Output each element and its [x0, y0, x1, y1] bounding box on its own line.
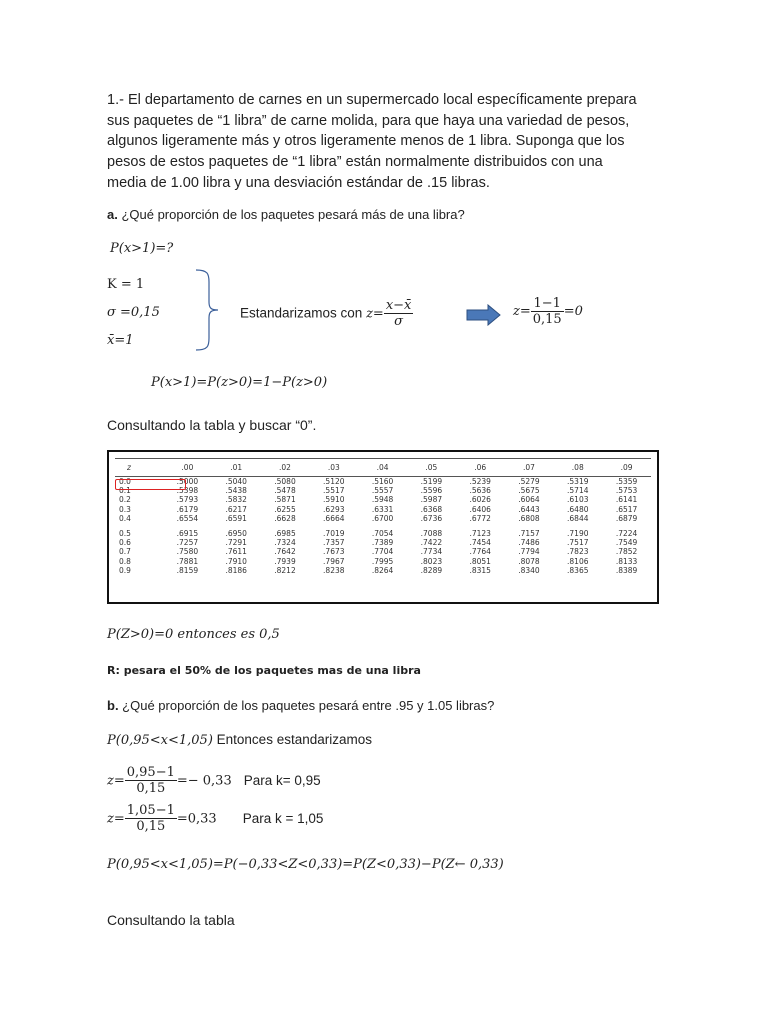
- column-header: .07: [505, 459, 554, 477]
- probability-cell: .5871: [274, 495, 296, 505]
- probability-cell: .5987: [420, 495, 443, 505]
- z-column-header: z: [115, 459, 163, 477]
- probability-cell: .7357: [323, 538, 345, 548]
- z2-rhs: =0,33: [176, 811, 217, 827]
- column-header: .06: [456, 459, 505, 477]
- probability-cell: .8238: [323, 565, 345, 575]
- probability-cell: .7549: [615, 538, 638, 548]
- table-row: [115, 477, 651, 487]
- probability-cell: .7019: [323, 529, 345, 539]
- probability-cell: .5398: [176, 486, 199, 496]
- probability-cell: .7734: [420, 547, 443, 557]
- table-row: [115, 566, 651, 575]
- probability-cell: .7324: [274, 538, 296, 548]
- probability-cell: .5160: [371, 477, 394, 487]
- table-row: [115, 495, 651, 504]
- probability-cell: .7881: [176, 556, 199, 566]
- z-formula-fraction: [384, 298, 414, 329]
- table-row: [115, 514, 651, 523]
- part-a-prob-equation: P(x>1)=P(z>0)=1−P(z>0): [151, 375, 328, 390]
- probability-cell: .6664: [323, 513, 345, 523]
- probability-cell: .6772: [469, 513, 491, 523]
- z-table-body: [115, 477, 651, 575]
- probability-cell: .5517: [323, 486, 345, 496]
- column-header: .09: [602, 459, 651, 477]
- probability-cell: .7389: [371, 538, 394, 548]
- probability-cell: .5636: [469, 486, 491, 496]
- probability-cell: .6591: [225, 513, 247, 523]
- probability-cell: .7910: [225, 556, 247, 566]
- probability-cell: .6950: [225, 529, 247, 539]
- problem-statement: [107, 90, 667, 194]
- z-formula-denominator: σ: [394, 314, 404, 329]
- column-header: .02: [261, 459, 310, 477]
- probability-cell: .7704: [371, 547, 394, 557]
- highlight-box: [115, 479, 186, 490]
- probability-cell: .7257: [176, 538, 199, 548]
- probability-cell: .8340: [518, 565, 540, 575]
- column-header: .03: [309, 459, 358, 477]
- probability-cell: .6879: [615, 513, 638, 523]
- z-value-cell: 0.6: [119, 538, 131, 548]
- probability-cell: .5557: [371, 486, 394, 496]
- part-a-probability-formula: P(x>1)=?: [110, 241, 174, 256]
- column-header: .05: [407, 459, 456, 477]
- problem-line: algunos ligeramente más y otros ligeramente menos de 1 libra. Suponga que los: [107, 133, 625, 150]
- table-row: [115, 529, 651, 538]
- probability-cell: .8051: [469, 556, 491, 566]
- probability-cell: .6443: [518, 504, 540, 514]
- z-value-cell: 0.2: [119, 495, 131, 505]
- z-formula-lhs: z=: [366, 306, 384, 322]
- table-row: [115, 505, 651, 514]
- probability-cell: .6331: [371, 504, 394, 514]
- probability-cell: .7422: [420, 538, 443, 548]
- table-row: [115, 538, 651, 547]
- probability-cell: .8315: [469, 565, 491, 575]
- probability-cell: .6554: [176, 513, 199, 523]
- consult-table-text: Consultando la tabla y buscar “0”.: [107, 417, 317, 433]
- probability-cell: .7642: [274, 547, 296, 557]
- column-header: .00: [163, 459, 212, 477]
- problem-line: pesos de estos paquetes de “1 libra” están normalmente distribuidos con una: [107, 154, 603, 171]
- probability-cell: .5832: [225, 495, 247, 505]
- probability-cell: .5359: [615, 477, 638, 487]
- probability-cell: .6179: [176, 504, 199, 514]
- probability-cell: .6255: [274, 504, 296, 514]
- probability-cell: .7190: [567, 529, 589, 539]
- column-header: .04: [358, 459, 407, 477]
- mean-value: x̄=1: [107, 333, 134, 348]
- part-b-standardize-text: Entonces estandarizamos: [212, 732, 372, 747]
- probability-cell: .7939: [274, 556, 296, 566]
- arrow-right-icon: [466, 304, 502, 326]
- probability-cell: .6368: [420, 504, 443, 514]
- part-a-result-formula: P(Z>0)=0 entonces es 0,5: [107, 627, 280, 642]
- probability-cell: .6700: [371, 513, 394, 523]
- table-row: [115, 557, 651, 566]
- z-calc-denominator: 0,15: [532, 312, 562, 327]
- z-calc-fraction: [531, 296, 564, 327]
- probability-cell: .6844: [567, 513, 589, 523]
- probability-cell: .7224: [615, 529, 638, 539]
- probability-cell: .7967: [323, 556, 345, 566]
- z1-denominator: 0,15: [136, 781, 166, 796]
- probability-cell: .8133: [615, 556, 638, 566]
- z-value-cell: 0.4: [119, 513, 131, 523]
- z-value-cell: 0.9: [119, 565, 131, 575]
- probability-cell: .6985: [274, 529, 296, 539]
- part-b-probability-formula: P(0,95<x<1,05): [107, 733, 213, 748]
- probability-cell: .6141: [615, 495, 638, 505]
- probability-cell: .7794: [518, 547, 540, 557]
- z2-note: Para k = 1,05: [242, 810, 324, 826]
- probability-cell: .7157: [518, 529, 540, 539]
- probability-cell: .5793: [176, 495, 199, 505]
- probability-cell: .6808: [518, 513, 540, 523]
- probability-cell: .6480: [567, 504, 589, 514]
- probability-cell: .5000: [176, 477, 199, 487]
- z1-calculation: [107, 765, 321, 796]
- probability-cell: .6628: [274, 513, 296, 523]
- probability-cell: .5910: [323, 495, 345, 505]
- probability-cell: .5714: [567, 486, 589, 496]
- probability-cell: .8106: [567, 556, 589, 566]
- column-header: .08: [553, 459, 602, 477]
- z-value-cell: 0.5: [119, 529, 131, 539]
- probability-cell: .7054: [371, 529, 394, 539]
- probability-cell: .7291: [225, 538, 247, 548]
- probability-cell: .7123: [469, 529, 491, 539]
- z1-numerator: 0,95−1: [126, 765, 175, 780]
- probability-cell: .5040: [225, 477, 247, 487]
- probability-cell: .7580: [176, 547, 199, 557]
- probability-cell: .7995: [371, 556, 394, 566]
- problem-line: media de 1.00 libra y una desviación estándar de .15 libras.: [107, 174, 490, 191]
- probability-cell: .5239: [469, 477, 491, 487]
- probability-cell: .7764: [469, 547, 491, 557]
- z1-fraction: [125, 765, 177, 796]
- z-value-cell: 0.8: [119, 556, 131, 566]
- z2-fraction: [125, 803, 177, 834]
- part-b-consult-text: Consultando la tabla: [107, 912, 235, 928]
- probability-cell: .5596: [420, 486, 443, 496]
- standardize-block: [240, 298, 413, 329]
- z-value-cell: 0.7: [119, 547, 131, 557]
- z-table-grid: [115, 458, 651, 575]
- probability-cell: .5199: [420, 477, 443, 487]
- probability-cell: .6406: [469, 504, 491, 514]
- z-calc-rhs: =0: [563, 304, 583, 319]
- sigma-value: σ =0,15: [107, 305, 160, 320]
- probability-cell: .5478: [274, 486, 296, 496]
- z-value-cell: 0.0: [119, 477, 131, 487]
- probability-cell: .5319: [567, 477, 589, 487]
- probability-cell: .6103: [567, 495, 589, 505]
- z-calc-numerator: 1−1: [531, 296, 564, 312]
- probability-cell: .7823: [567, 547, 589, 557]
- probability-cell: .7852: [615, 547, 638, 557]
- z-value-cell: 0.3: [119, 504, 131, 514]
- probability-cell: .6064: [518, 495, 540, 505]
- probability-cell: .5753: [615, 486, 638, 496]
- standardize-text: Estandarizamos con: [240, 305, 367, 321]
- probability-cell: .8159: [176, 565, 199, 575]
- z-table-header-row: [115, 459, 651, 477]
- z2-denominator: 0,15: [136, 819, 166, 834]
- z-table: [107, 450, 659, 604]
- part-b-label: b.: [107, 698, 119, 713]
- probability-cell: .5948: [371, 495, 394, 505]
- table-row: [115, 486, 651, 495]
- problem-line: 1.- El departamento de carnes en un supermercado local específicamente prepara: [107, 92, 637, 108]
- probability-cell: .8212: [274, 565, 296, 575]
- curly-brace-icon: [192, 268, 222, 352]
- part-a-answer: R: pesara el 50% de los paquetes mas de una libra: [107, 664, 421, 677]
- probability-cell: .6915: [176, 529, 199, 539]
- probability-cell: .8186: [225, 565, 247, 575]
- probability-cell: .8289: [420, 565, 443, 575]
- probability-cell: .5120: [323, 477, 345, 487]
- probability-cell: .7517: [567, 538, 589, 548]
- probability-cell: .7673: [323, 547, 345, 557]
- probability-cell: .6517: [615, 504, 638, 514]
- part-a-question: [107, 207, 465, 222]
- z-value-cell: 0.1: [119, 486, 131, 496]
- probability-cell: .8389: [615, 565, 638, 575]
- z-calculation: [513, 296, 583, 327]
- probability-cell: .6026: [469, 495, 491, 505]
- column-header: .01: [212, 459, 261, 477]
- probability-cell: .5080: [274, 477, 296, 487]
- part-a-question-text: ¿Qué proporción de los paquetes pesará más de una libra?: [117, 207, 465, 222]
- probability-cell: .5279: [518, 477, 540, 487]
- part-b-probability-line: [107, 731, 372, 749]
- z-formula-numerator: x−x̄: [385, 298, 412, 313]
- z2-calculation: [107, 803, 323, 834]
- part-a-label: a.: [107, 207, 118, 222]
- z2-lhs: z=: [107, 811, 125, 827]
- probability-cell: .8365: [567, 565, 589, 575]
- z2-numerator: 1,05−1: [126, 803, 175, 818]
- z-calc-lhs: z=: [513, 304, 531, 319]
- part-b-question: [107, 698, 494, 713]
- problem-line: sus paquetes de “1 libra” de carne molida, para que haya una variedad de pesos,: [107, 112, 630, 129]
- probability-cell: .6293: [323, 504, 345, 514]
- probability-cell: .7454: [469, 538, 491, 548]
- table-row: [115, 547, 651, 556]
- probability-cell: .7088: [420, 529, 443, 539]
- probability-cell: .5438: [225, 486, 247, 496]
- z1-rhs: =− 0,33: [176, 773, 232, 789]
- z1-note: Para k= 0,95: [243, 772, 321, 788]
- probability-cell: .8078: [518, 556, 540, 566]
- probability-cell: .7611: [225, 547, 247, 557]
- probability-cell: .8023: [420, 556, 443, 566]
- probability-cell: .6217: [225, 504, 247, 514]
- k-value: K = 1: [107, 277, 145, 292]
- probability-cell: .5675: [518, 486, 540, 496]
- probability-cell: .7486: [518, 538, 540, 548]
- probability-cell: .6736: [420, 513, 443, 523]
- part-b-question-text: ¿Qué proporción de los paquetes pesará entre .95 y 1.05 libras?: [118, 698, 495, 713]
- z1-lhs: z=: [107, 773, 125, 789]
- part-b-prob-equation: P(0,95<x<1,05)=P(−0,33<Z<0,33)=P(Z<0,33)−P(Z← 0,33): [107, 857, 504, 872]
- probability-cell: .8264: [371, 565, 394, 575]
